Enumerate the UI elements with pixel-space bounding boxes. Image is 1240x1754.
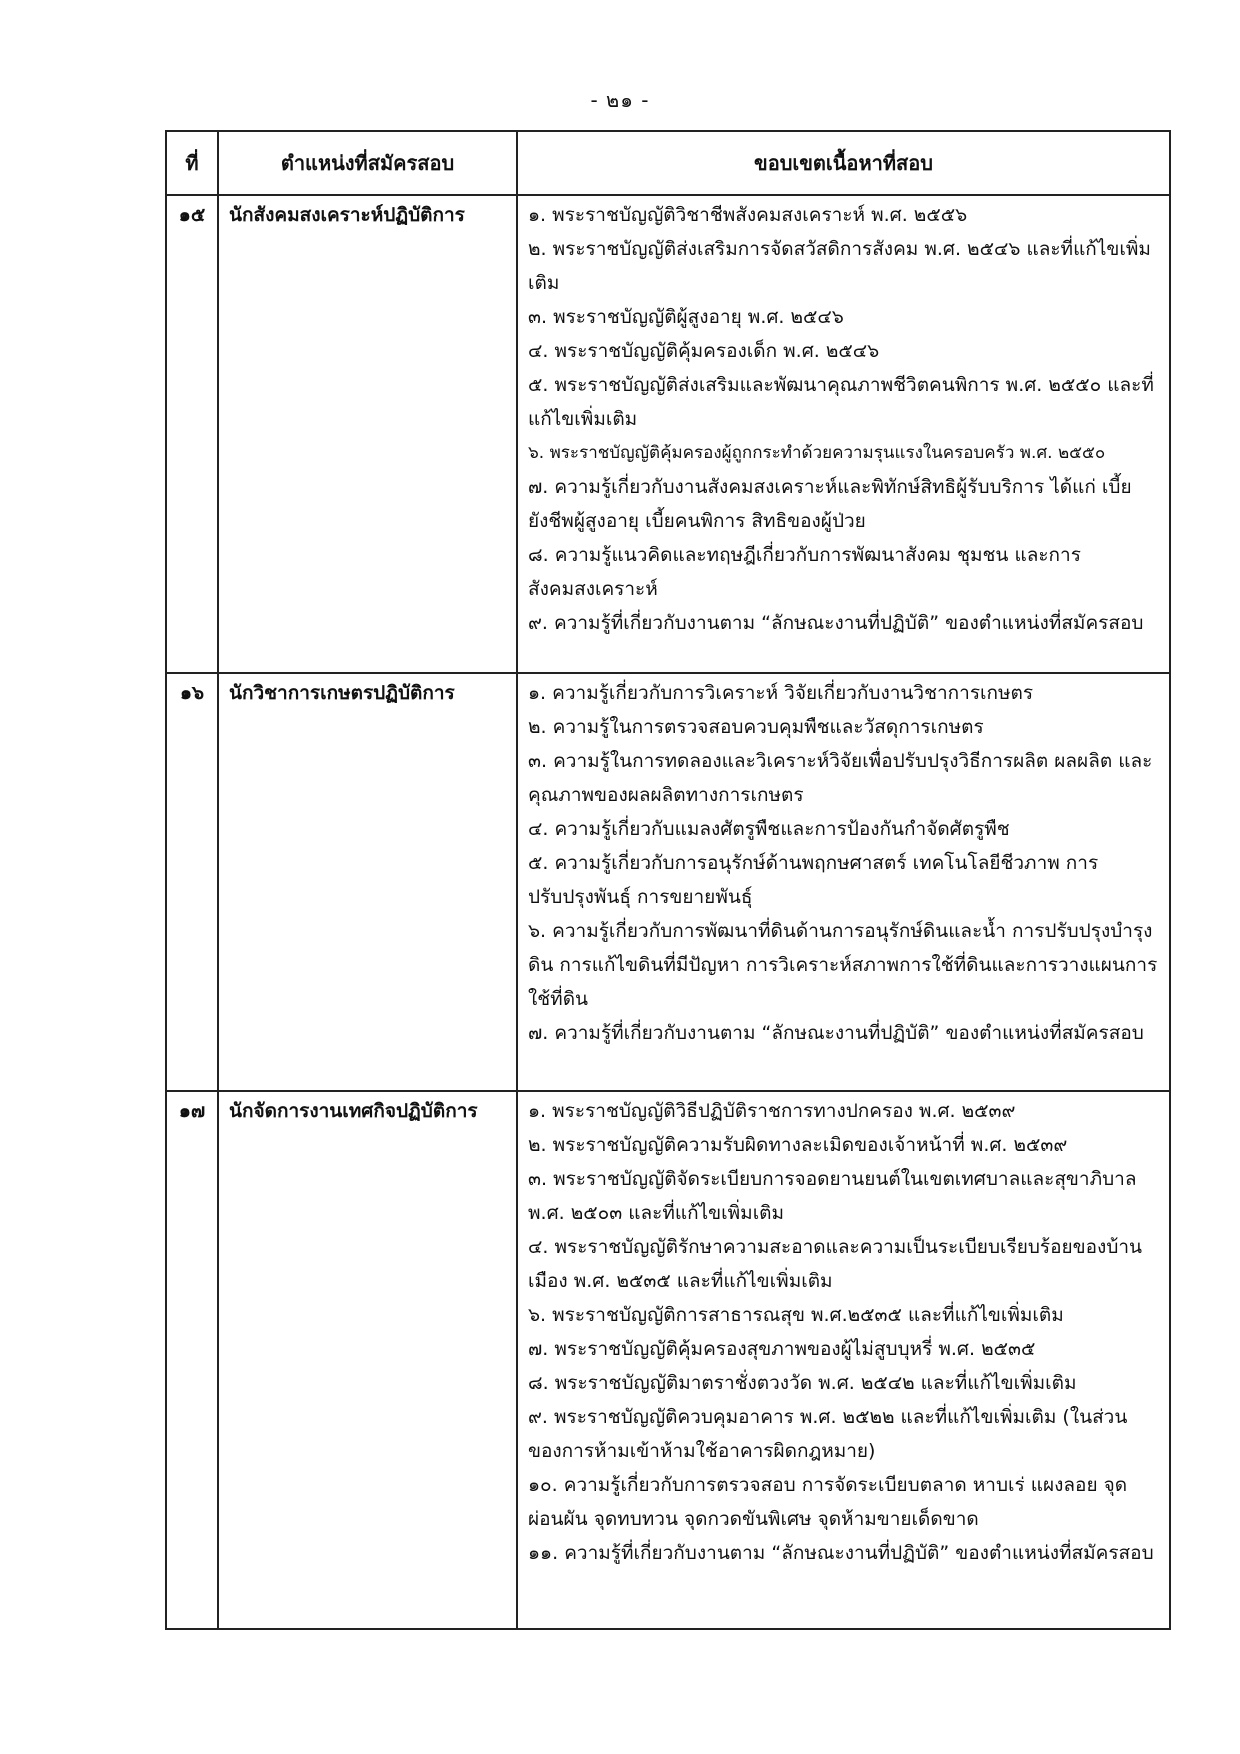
table-header [166,131,1170,195]
scope-list [517,673,1170,1091]
header-scope: ขอบเขตเนื้อหาที่สอบ [517,131,1170,195]
scope-item: ๑. ความรู้เกี่ยวกับการวิเคราะห์ วิจัยเกี่ยวกับงานวิชาการเกษตร [528,682,1034,704]
scope-item: ๒. พระราชบัญญัติความรับผิดทางละเมิดของเจ้าหน้าที่ พ.ศ. ๒๕๓๙ [528,1134,1068,1156]
position-title: นักสังคมสงเคราะห์ปฏิบัติการ [218,195,517,673]
scope-item: ๓. ความรู้ในการทดลองและวิเคราะห์วิจัยเพื่อปรับปรุงวิธีการผลิต ผลผลิต และคุณภาพของผลผลิตทางการเกษตร [528,750,1153,806]
scope-item: ๖. พระราชบัญญัติคุ้มครองผู้ถูกกระทำด้วยความรุนแรงในครอบครัว พ.ศ. ๒๕๕๐ [528,443,1106,463]
scope-item: ๙. ความรู้ที่เกี่ยวกับงานตาม “ลักษณะงานที่ปฏิบัติ” ของตำแหน่งที่สมัครสอบ [528,612,1144,634]
scope-item: ๓. พระราชบัญญัติจัดระเบียบการจอดยานยนต์ในเขตเทศบาลและสุขาภิบาล พ.ศ. ๒๕๐๓ และที่แก้ไขเพิ่มเติม [528,1168,1137,1224]
scope-item: ๑. พระราชบัญญัติวิธีปฏิบัติราชการทางปกครอง พ.ศ. ๒๕๓๙ [528,1100,1016,1122]
row-number: ๑๕ [166,195,218,673]
exam-scope-table [165,130,1171,1630]
scope-item: ๔. พระราชบัญญัติรักษาความสะอาดและความเป็นระเบียบเรียบร้อยของบ้านเมือง พ.ศ. ๒๕๓๕ และที่แก้ไขเพิ่มเติม [528,1236,1143,1292]
scope-item: ๓. พระราชบัญญัติผู้สูงอายุ พ.ศ. ๒๕๔๖ [528,306,844,328]
scope-item: ๘. พระราชบัญญัติมาตราชั่งตวงวัด พ.ศ. ๒๕๔๒ และที่แก้ไขเพิ่มเติม [528,1372,1077,1394]
scope-list [517,195,1170,673]
scope-item: ๗. พระราชบัญญัติคุ้มครองสุขภาพของผู้ไม่สูบบุหรี่ พ.ศ. ๒๕๓๕ [528,1338,1036,1360]
scope-item: ๗. ความรู้ที่เกี่ยวกับงานตาม “ลักษณะงานที่ปฏิบัติ” ของตำแหน่งที่สมัครสอบ [528,1022,1144,1044]
scope-item: ๙. พระราชบัญญัติควบคุมอาคาร พ.ศ. ๒๕๒๒ และที่แก้ไขเพิ่มเติม (ในส่วนของการห้ามเข้าห้ามใช้อาคารผิดกฎหมาย) [528,1406,1128,1462]
scope-item: ๕. พระราชบัญญัติส่งเสริมและพัฒนาคุณภาพชีวิตคนพิการ พ.ศ. ๒๕๕๐ และที่แก้ไขเพิ่มเติม [528,374,1154,430]
scope-item: ๑๐. ความรู้เกี่ยวกับการตรวจสอบ การจัดระเบียบตลาด หาบเร่ แผงลอย จุดผ่อนผัน จุดทบทวน จุดกวดขันพิเศษ จุดห้ามขายเด็ดขาด [528,1474,1128,1530]
header-no: ที่ [166,131,218,195]
row-number: ๑๖ [166,673,218,1091]
scope-item: ๕. ความรู้เกี่ยวกับการอนุรักษ์ด้านพฤกษศาสตร์ เทคโนโลยีชีวภาพ การปรับปรุงพันธุ์ การขยายพันธุ์ [528,852,1099,908]
scope-item: ๔. พระราชบัญญัติคุ้มครองเด็ก พ.ศ. ๒๕๔๖ [528,340,880,362]
scope-item: ๑๑. ความรู้ที่เกี่ยวกับงานตาม “ลักษณะงานที่ปฏิบัติ” ของตำแหน่งที่สมัครสอบ [528,1542,1154,1564]
table-row [166,673,1170,1091]
scope-item: ๖. พระราชบัญญัติการสาธารณสุข พ.ศ.๒๕๓๕ และที่แก้ไขเพิ่มเติม [528,1304,1064,1326]
header-position: ตำแหน่งที่สมัครสอบ [218,131,517,195]
scope-item: ๖. ความรู้เกี่ยวกับการพัฒนาที่ดินด้านการอนุรักษ์ดินและน้ำ การปรับปรุงบำรุงดิน การแก้ไขดินที่มีปัญหา การวิเคราะห์สภาพการใช้ที่ดินและการวางแผนการใช้ที่ดิน [528,920,1158,1010]
scope-item: ๑. พระราชบัญญัติวิชาชีพสังคมสงเคราะห์ พ.ศ. ๒๕๕๖ [528,204,968,226]
scope-item: ๘. ความรู้แนวคิดและทฤษฎีเกี่ยวกับการพัฒนาสังคม ชุมชน และการสังคมสงเคราะห์ [528,544,1081,600]
scope-item: ๗. ความรู้เกี่ยวกับงานสังคมสงเคราะห์และพิทักษ์สิทธิผู้รับบริการ ได้แก่ เบี้ยยังชีพผู้สูงอายุ เบี้ยคนพิการ สิทธิของผู้ป่วย [528,476,1132,532]
scope-item: ๒. พระราชบัญญัติส่งเสริมการจัดสวัสดิการสังคม พ.ศ. ๒๕๔๖ และที่แก้ไขเพิ่มเติม [528,238,1151,294]
table-row [166,195,1170,673]
scope-item: ๒. ความรู้ในการตรวจสอบควบคุมพืชและวัสดุการเกษตร [528,716,984,738]
page-number: - ๒๑ - [590,88,650,112]
row-number: ๑๗ [166,1091,218,1629]
position-title: นักจัดการงานเทศกิจปฏิบัติการ [218,1091,517,1629]
table-row [166,1091,1170,1629]
position-title: นักวิชาการเกษตรปฏิบัติการ [218,673,517,1091]
scope-list [517,1091,1170,1629]
scope-item: ๔. ความรู้เกี่ยวกับแมลงศัตรูพืชและการป้องกันกำจัดศัตรูพืช [528,818,1010,840]
